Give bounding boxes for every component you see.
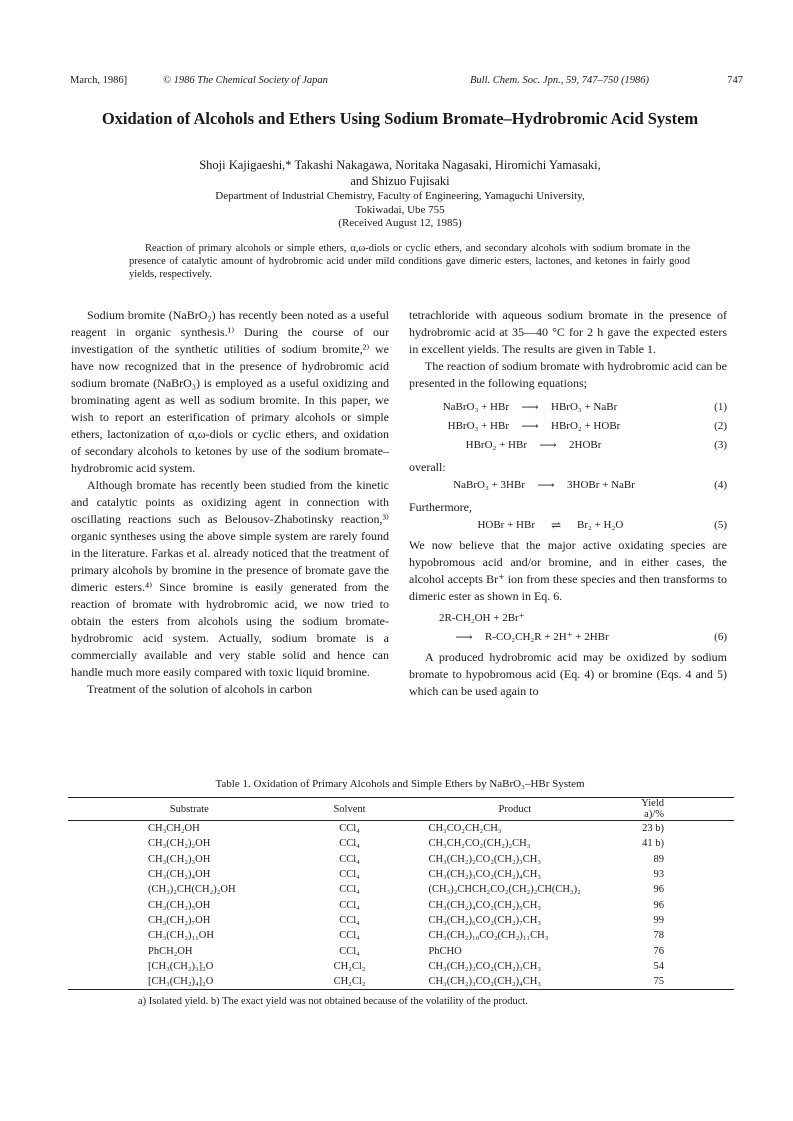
cell-substrate: CH₃(CH₂)₂OH (148, 838, 211, 850)
table-row (68, 959, 734, 974)
equation-rhs: HBrO₂ + HOBr (551, 420, 621, 432)
author-line: Shoji Kajigaeshi,* Takashi Nakagawa, Noritaka Nagasaki, Hiromichi Yamasaki, (199, 158, 601, 172)
equation-number: (6) (714, 631, 727, 643)
table-header-row (68, 798, 734, 821)
cell-yield: 96 (653, 884, 664, 896)
paragraph: We now believe that the major active oxidating species are hypobromous acid and/or bromine, and in either cases, the alcohol accepts Br⁺ ion from these species and then transforms to dimeric ester as shown in Eq. 6. (409, 538, 727, 603)
author-list (120, 157, 680, 189)
reaction-arrow: ⟶ (537, 478, 555, 492)
equation-rhs: 3HOBr + NaBr (567, 479, 635, 491)
cell-yield: 78 (653, 930, 664, 942)
equation-lhs: HBrO₃ + HBr (447, 420, 509, 432)
cell-solvent: CCl₄ (339, 823, 360, 835)
header-product: Product (498, 803, 532, 815)
cell-product: PhCHO (428, 945, 462, 957)
cell-product: CH₃(CH₂)₄CO₂(CH₂)₅CH₃ (428, 899, 542, 911)
copyright-notice: © 1986 The Chemical Society of Japan (163, 75, 328, 86)
cell-substrate: CH₃(CH₂)₇OH (148, 914, 211, 926)
cell-yield: 41 b) (642, 838, 664, 850)
table-row (68, 974, 734, 990)
author-line: and Shizuo Fujisaki (350, 174, 450, 188)
equation-5 (409, 516, 727, 535)
affiliation-line: Department of Industrial Chemistry, Faculty of Engineering, Yamaguchi University, (215, 190, 585, 202)
table-row (68, 867, 734, 882)
overall-label: overall: (409, 460, 446, 474)
table-row (68, 836, 734, 851)
table-row (68, 928, 734, 943)
equation-lhs: NaBrO₃ + 3HBr (453, 479, 525, 491)
reaction-arrow: ⟶ (521, 419, 539, 433)
cell-solvent: CCl₄ (339, 853, 360, 865)
cell-product: CH₃(CH₂)₃CO₂(CH₂)₄CH₃ (428, 976, 542, 988)
equation-1 (409, 398, 727, 417)
table-caption: Table 1. Oxidation of Primary Alcohols and Simple Ethers by NaBrO₃–HBr System (215, 778, 585, 790)
affiliation-line: Tokiwadai, Ube 755 (355, 203, 445, 216)
cell-solvent: CCl₄ (339, 899, 360, 911)
reaction-arrow: ⟶ (539, 438, 557, 452)
cell-solvent: CCl₄ (339, 930, 360, 942)
equation-4 (409, 476, 727, 495)
cell-product: CH₃(CH₂)₁₀CO₂(CH₂)₁₁CH₃ (428, 930, 549, 942)
equation-rhs: Br₂ + H₂O (577, 519, 624, 531)
cell-substrate: [CH₃(CH₂)₃]₂O (148, 960, 214, 972)
right-column (409, 307, 727, 700)
equation-number: (1) (714, 401, 727, 413)
equation-lhs: HOBr + HBr (477, 519, 535, 531)
equation-lhs: HBrO₂ + HBr (465, 439, 527, 451)
cell-substrate: PhCH₂OH (148, 945, 193, 957)
header-substrate: Substrate (169, 803, 209, 815)
journal-citation: Bull. Chem. Soc. Jpn., 59, 747–750 (1986) (470, 75, 650, 86)
cell-substrate: CH₃(CH₂)₄OH (148, 869, 211, 881)
cell-yield: 75 (653, 976, 664, 988)
cell-product: CH₃(CH₂)₂CO₂(CH₂)₃CH₃ (428, 853, 542, 865)
cell-solvent: CCl₄ (339, 914, 360, 926)
cell-yield: 23 b) (642, 823, 664, 835)
table-footnote: a) Isolated yield. b) The exact yield was not obtained because of the volatility of the product. (138, 996, 528, 1007)
furthermore-label: Furthermore, (409, 500, 472, 514)
cell-substrate: CH₃(CH₂)₅OH (148, 899, 211, 911)
equation-6-line1 (409, 609, 727, 628)
cell-product: CH₃(CH₂)₂CO₂(CH₂)₃CH₃ (428, 960, 542, 972)
equation-lhs: 2R-CH₂OH + 2Br⁺ (439, 612, 525, 624)
cell-substrate: [CH₃(CH₂)₄]₂O (148, 976, 214, 988)
cell-solvent: CCl₄ (339, 869, 360, 881)
paragraph: The reaction of sodium bromate with hydrobromic acid can be presented in the following equations; (409, 359, 727, 390)
equation-6-line2 (409, 628, 727, 647)
table-row (68, 943, 734, 958)
header-yield: Yield a)/% (641, 798, 664, 820)
cell-solvent: CCl₄ (339, 884, 360, 896)
equation-3 (409, 436, 727, 455)
equation-rhs: HBrO₃ + NaBr (551, 401, 618, 413)
table-row (68, 852, 734, 867)
table-row (68, 882, 734, 897)
cell-yield: 54 (653, 960, 664, 972)
equation-rhs: R-CO₂CH₂R + 2H⁺ + 2HBr (485, 631, 609, 643)
received-date: (Received August 12, 1985) (338, 217, 462, 229)
cell-solvent: CCl₄ (339, 838, 360, 850)
cell-product: CH₃CO₂CH₂CH₃ (428, 823, 502, 835)
paragraph: Although bromate has recently been studied from the kinetic and catalytic points as oxidizing agent in connection with oscillating reactions such as Belousov-Zhabotinsky reaction,³⁾ organic syntheses using the above simple system are rarely found in the literature. Farkas et al. already noticed that the treatment of primary alcohols by bromine in the presence of bromate gave the dimeric esters.⁴⁾ Since bromine is easily generated from the reaction of bromate with hydrobromic acid, we now tried to obtain the esters from alcohols using the sodium bromate-hydrobromic acid system. Actually, sodium bromate is a commercially available and very stable solid and hence can handle much more easily compared with toxic liquid bromine. (71, 478, 389, 679)
cell-solvent: CCl₄ (339, 945, 360, 957)
article-title: Oxidation of Alcohols and Ethers Using Sodium Bromate–Hydrobromic Acid System (101, 109, 699, 128)
reaction-arrow: ⟶ (455, 630, 473, 644)
table-row (68, 897, 734, 912)
cell-yield: 99 (653, 914, 664, 926)
cell-yield: 93 (653, 869, 664, 881)
cell-substrate: CH₃(CH₂)₁₁OH (148, 930, 214, 942)
abstract: Reaction of primary alcohols or simple ethers, α,ω-diols or cyclic ethers, and secondary alcohols with sodium bromate in the presence of catalytic amount of hydrobromic acid under mild conditions gave dimeric esters, lactones, and ketones in fairly good yields, respectively. (129, 243, 690, 280)
reaction-arrow: ⇌ (550, 518, 562, 532)
cell-product: (CH₃)₂CHCH₂CO₂(CH₂)₂CH(CH₃)₂ (428, 884, 581, 896)
equation-number: (4) (714, 479, 727, 491)
cell-substrate: CH₃CH₂OH (148, 823, 200, 835)
cell-yield: 76 (653, 945, 664, 957)
cell-product: CH₃(CH₂)₆CO₂(CH₂)₇CH₃ (428, 914, 542, 926)
cell-solvent: CH₂Cl₂ (333, 960, 366, 972)
equation-lhs: NaBrO₃ + HBr (442, 401, 509, 413)
paragraph: A produced hydrobromic acid may be oxidized by sodium bromate to hypobromous acid (Eq. 4) or bromine (Eqs. 4 and 5) which can be used again to (409, 650, 727, 698)
issue-date: March, 1986] (70, 75, 128, 86)
equation-number: (2) (714, 420, 727, 432)
running-head (70, 75, 743, 89)
results-table (68, 797, 734, 990)
paragraph: Sodium bromite (NaBrO₂) has recently been noted as a useful reagent in organic synthesis.¹⁾ During the course of our investigation of the synthetic utilities of sodium bromite,²⁾ we have now recognized that in the presence of hydrobromic acid sodium bromate (NaBrO₃) is employed as a useful oxidizing and brominating agent as well as sodium bromite. In this paper, we wish to report an esterification of primary alcohols or simple ethers, lactonization of α,ω-diols or cyclic ethers, and oxidation of secondary alcohols to ketones by use of the sodium bromate–hydrobromic acid system. (71, 308, 389, 475)
cell-product: CH₃(CH₂)₃CO₂(CH₂)₄CH₃ (428, 869, 542, 881)
cell-product: CH₃CH₂CO₂(CH₂)₂CH₃ (428, 838, 531, 850)
page-number: 747 (727, 75, 743, 86)
equation-2 (409, 417, 727, 436)
equation-number: (5) (714, 519, 727, 531)
header-solvent: Solvent (333, 803, 366, 815)
paragraph: Treatment of the solution of alcohols in carbon (87, 682, 313, 696)
equation-rhs: 2HOBr (569, 439, 602, 451)
cell-yield: 89 (653, 853, 664, 865)
table-row (68, 821, 734, 837)
cell-solvent: CH₂Cl₂ (333, 976, 366, 988)
affiliation (120, 190, 680, 231)
cell-substrate: (CH₃)₂CH(CH₂)₂OH (148, 884, 236, 896)
cell-yield: 96 (653, 899, 664, 911)
left-column (71, 307, 389, 698)
paragraph: tetrachloride with aqueous sodium bromate in the presence of hydrobromic acid at 35—40 °C for 2 h gave the expected esters in excellent yields. The results are given in Table 1. (409, 308, 727, 356)
cell-substrate: CH₃(CH₂)₃OH (148, 853, 211, 865)
equation-number: (3) (714, 439, 727, 451)
reaction-arrow: ⟶ (521, 400, 539, 414)
table-row (68, 913, 734, 928)
